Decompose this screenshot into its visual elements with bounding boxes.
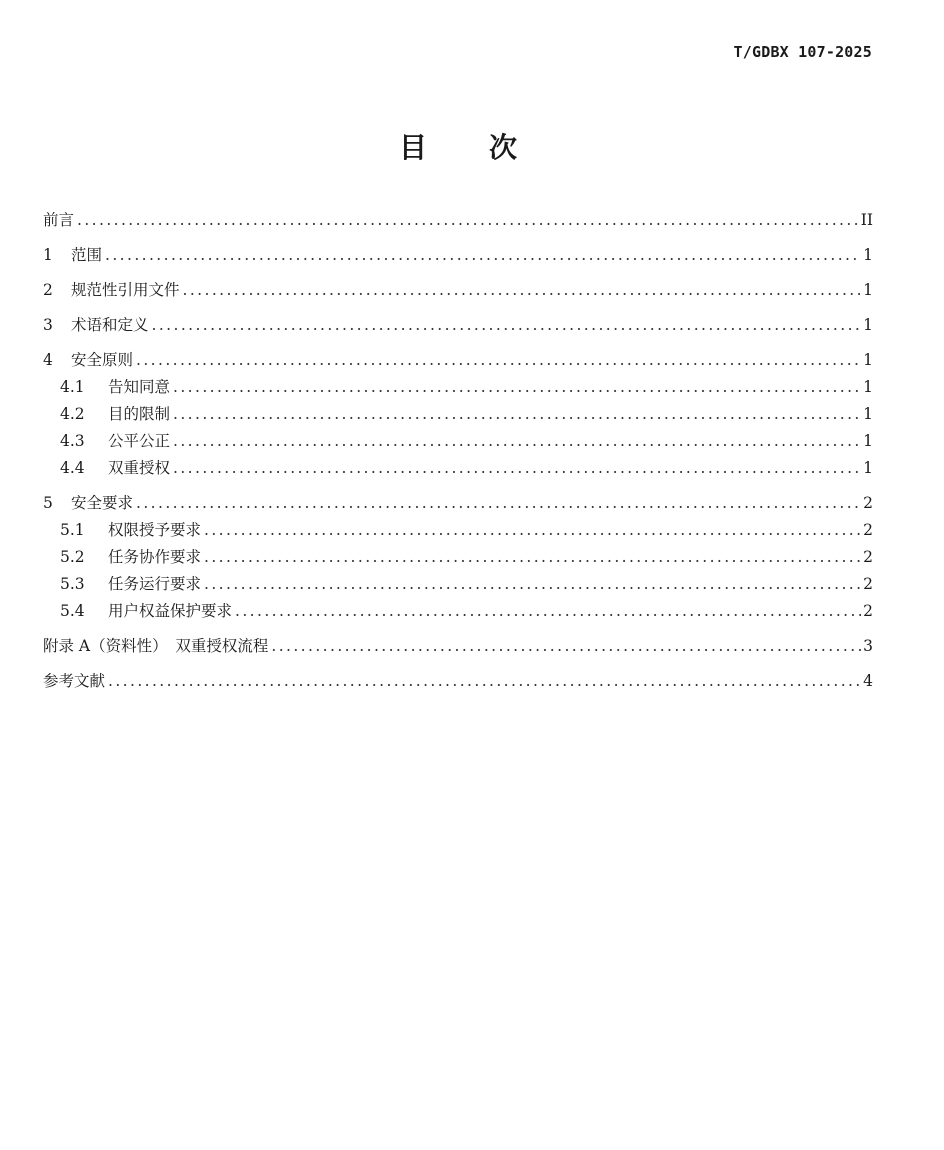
toc-entry-label: 范围 bbox=[71, 246, 103, 264]
dot-leader bbox=[183, 277, 861, 304]
toc-entry-label: 权限授予要求 bbox=[108, 521, 202, 539]
toc-entry-page: 1 bbox=[863, 459, 873, 477]
toc-entry-5-2[interactable] bbox=[43, 544, 873, 571]
toc-entry-label: 参考文献 bbox=[43, 672, 106, 690]
toc-entry-4[interactable] bbox=[43, 347, 873, 374]
toc-entry-page: 1 bbox=[863, 432, 873, 450]
toc-entry-number: 4.3 bbox=[60, 432, 85, 450]
document-code: T/GDBX 107-2025 bbox=[733, 43, 872, 61]
toc-entry-page: II bbox=[860, 211, 873, 229]
toc-entry-page: 3 bbox=[863, 637, 873, 655]
page-title: 目次 bbox=[398, 131, 579, 164]
toc-entry-label: 规范性引用文件 bbox=[71, 281, 180, 299]
toc-entry-3[interactable] bbox=[43, 312, 873, 339]
toc-entry-number: 4.2 bbox=[60, 405, 85, 423]
toc-entry-page: 1 bbox=[863, 246, 873, 264]
dot-leader bbox=[204, 517, 861, 544]
dot-leader bbox=[173, 455, 861, 482]
toc-entry-number: 5.2 bbox=[60, 548, 85, 566]
toc-entry-number: 5.3 bbox=[60, 575, 85, 593]
toc-entry-number: 1 bbox=[43, 246, 53, 264]
toc-entry-appendix-a[interactable] bbox=[43, 633, 873, 660]
dot-leader bbox=[204, 544, 861, 571]
toc-entry-1[interactable] bbox=[43, 242, 873, 269]
toc-entry-number: 4.1 bbox=[60, 378, 85, 396]
dot-leader bbox=[204, 571, 861, 598]
dot-leader bbox=[235, 598, 861, 625]
toc-entry-number: 2 bbox=[43, 281, 53, 299]
toc-entry-page: 1 bbox=[863, 405, 873, 423]
toc-entry-number: 4.4 bbox=[60, 459, 85, 477]
toc-entry-page: 2 bbox=[863, 575, 873, 593]
toc-entry-page: 2 bbox=[863, 494, 873, 512]
toc-entry-label: 附录 A（资料性） 双重授权流程 bbox=[43, 637, 269, 655]
toc-entry-page: 1 bbox=[863, 281, 873, 299]
toc-entry-4-1[interactable] bbox=[43, 374, 873, 401]
dot-leader bbox=[271, 633, 861, 660]
toc-entry-4-2[interactable] bbox=[43, 401, 873, 428]
toc-entry-label: 任务运行要求 bbox=[108, 575, 202, 593]
toc-entry-number: 5.1 bbox=[60, 521, 85, 539]
toc-entry-label: 公平公正 bbox=[108, 432, 171, 450]
toc-entry-number: 4 bbox=[43, 351, 53, 369]
toc-entry-5-1[interactable] bbox=[43, 517, 873, 544]
toc-entry-label: 任务协作要求 bbox=[108, 548, 202, 566]
toc-entry-foreword[interactable] bbox=[43, 207, 873, 234]
toc-entry-label: 安全原则 bbox=[71, 351, 134, 369]
toc-entry-5-4[interactable] bbox=[43, 598, 873, 625]
toc-entry-2[interactable] bbox=[43, 277, 873, 304]
toc-entry-label: 前言 bbox=[43, 211, 75, 229]
toc-entry-page: 4 bbox=[863, 672, 873, 690]
dot-leader bbox=[105, 242, 861, 269]
toc-entry-page: 1 bbox=[863, 351, 873, 369]
dot-leader bbox=[77, 207, 859, 234]
toc-entry-page: 2 bbox=[863, 548, 873, 566]
toc-entry-page: 2 bbox=[863, 602, 873, 620]
toc-entry-5[interactable] bbox=[43, 490, 873, 517]
dot-leader bbox=[173, 428, 861, 455]
toc-entry-label: 双重授权 bbox=[108, 459, 171, 477]
toc-entry-page: 2 bbox=[863, 521, 873, 539]
toc-entry-label: 术语和定义 bbox=[71, 316, 149, 334]
toc-entry-label: 目的限制 bbox=[108, 405, 171, 423]
dot-leader bbox=[173, 401, 861, 428]
table-of-contents bbox=[43, 207, 873, 695]
toc-entry-label: 安全要求 bbox=[71, 494, 134, 512]
dot-leader bbox=[136, 490, 861, 517]
dot-leader bbox=[173, 374, 861, 401]
toc-entry-label: 用户权益保护要求 bbox=[108, 602, 233, 620]
toc-entry-page: 1 bbox=[863, 316, 873, 334]
toc-entry-page: 1 bbox=[863, 378, 873, 396]
dot-leader bbox=[152, 312, 861, 339]
dot-leader bbox=[136, 347, 861, 374]
toc-entry-4-4[interactable] bbox=[43, 455, 873, 482]
toc-entry-number: 5.4 bbox=[60, 602, 85, 620]
toc-entry-bibliography[interactable] bbox=[43, 668, 873, 695]
toc-entry-number: 3 bbox=[43, 316, 53, 334]
toc-entry-label: 告知同意 bbox=[108, 378, 171, 396]
toc-entry-5-3[interactable] bbox=[43, 571, 873, 598]
dot-leader bbox=[108, 668, 861, 695]
toc-entry-number: 5 bbox=[43, 494, 53, 512]
toc-entry-4-3[interactable] bbox=[43, 428, 873, 455]
